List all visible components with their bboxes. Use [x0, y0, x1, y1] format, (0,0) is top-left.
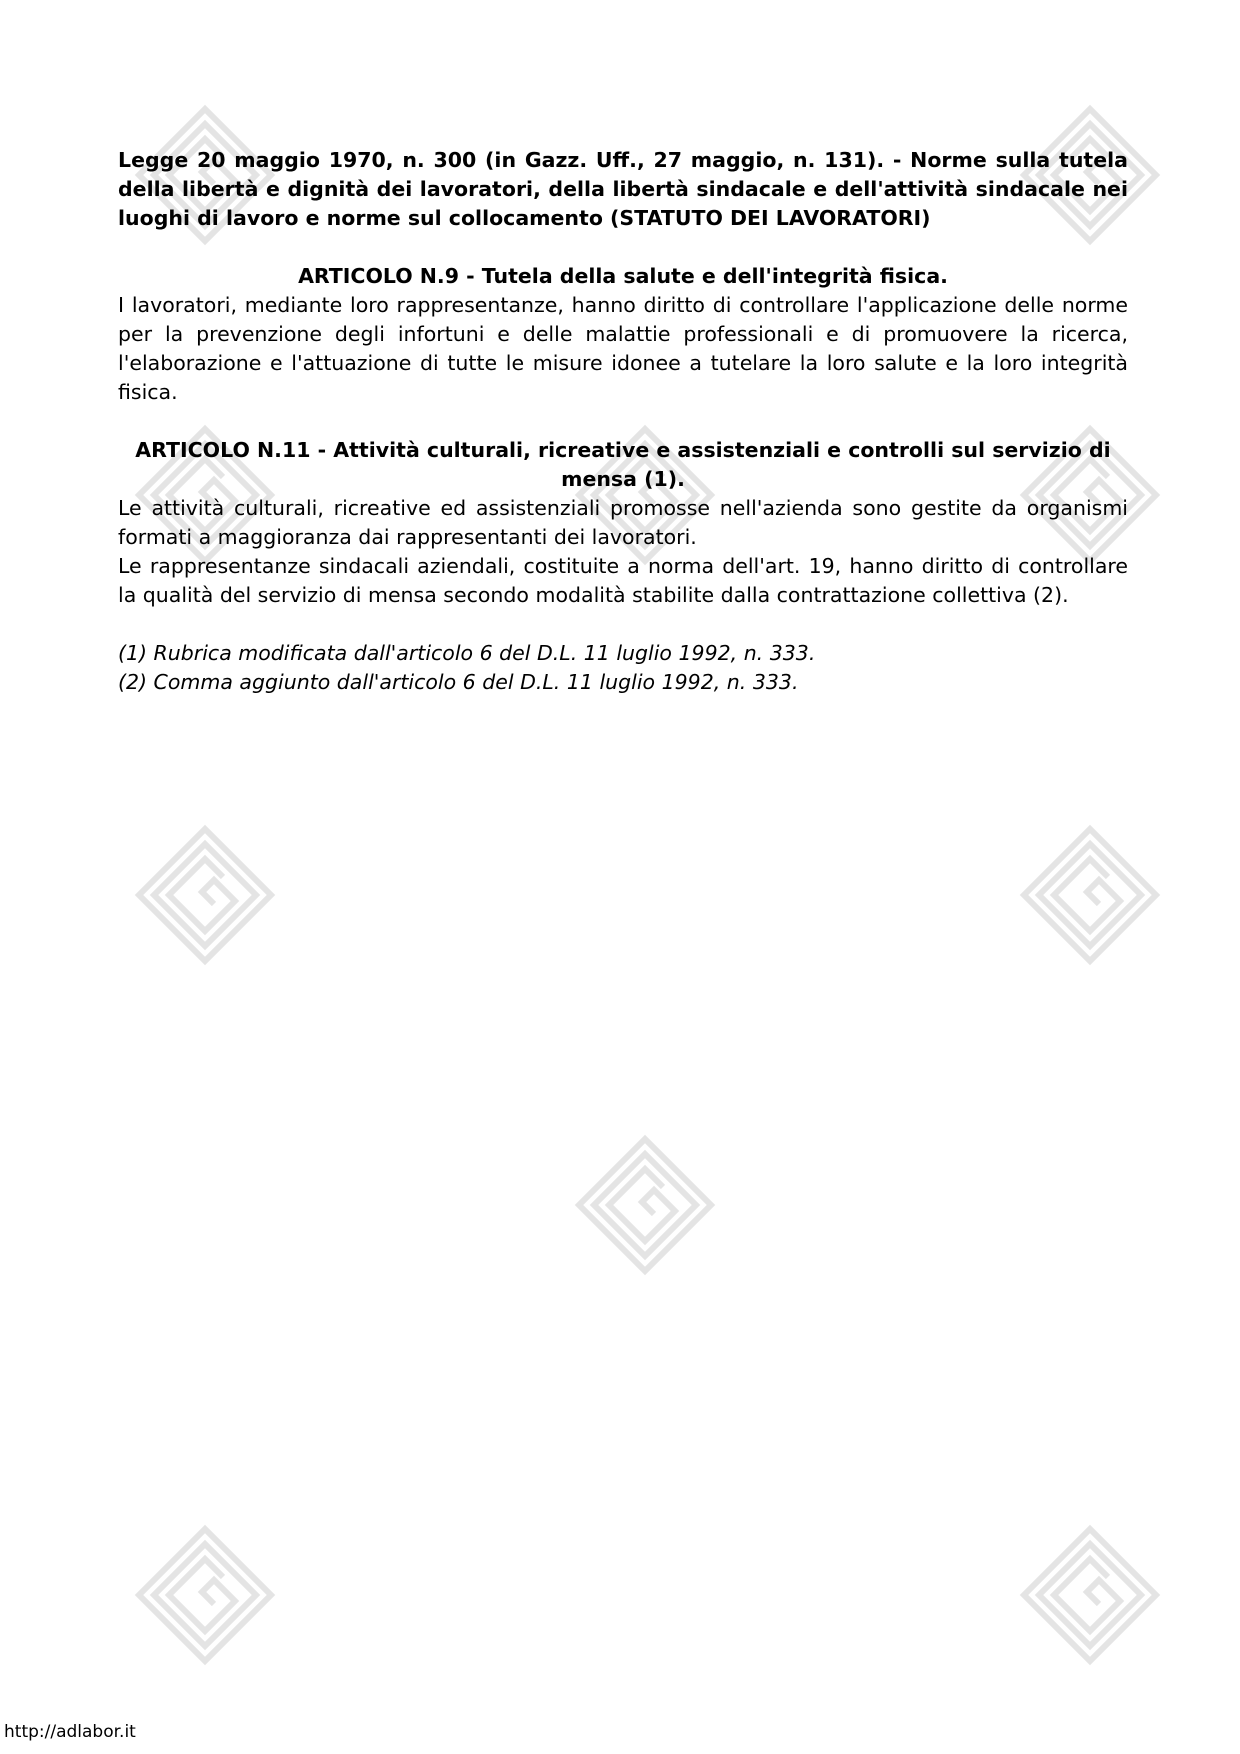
- footer-url: http://adlabor.it: [4, 1722, 136, 1742]
- spacer: [118, 610, 1128, 639]
- document-title: Legge 20 maggio 1970, n. 300 (in Gazz. Uff., 27 maggio, n. 131). - Norme sulla tutela della libertà e dignità dei lavoratori, della libertà sindacale e dell'attività sindacale nei luoghi di lavoro e norme sul collocamento (STATUTO DEI LAVORATORI): [118, 148, 1128, 230]
- article-heading: ARTICOLO N.11 - Attività culturali, ricreative e assistenziali e controlli sul servizio di mensa (1).: [135, 438, 1111, 491]
- footnote: (1) Rubrica modificata dall'articolo 6 del D.L. 11 luglio 1992, n. 333.: [118, 641, 816, 665]
- article-9: [118, 262, 1128, 407]
- article-11: [118, 436, 1128, 610]
- g-logo-watermark-icon: [1015, 1520, 1165, 1670]
- g-logo-watermark-icon: [130, 820, 280, 970]
- footnotes: [118, 639, 1128, 697]
- spacer: [118, 233, 1128, 262]
- article-paragraph: I lavoratori, mediante loro rappresentanze, hanno diritto di controllare l'applicazione delle norme per la prevenzione degli infortuni e delle malattie professionali e di promuovere la ricerca, l'elaborazione e l'attuazione di tutte le misure idonee a tutelare la loro salute e la loro integrità fisica.: [118, 293, 1128, 404]
- article-paragraph: Le rappresentanze sindacali aziendali, costituite a norma dell'art. 19, hanno diritto di controllare la qualità del servizio di mensa secondo modalità stabilite dalla contrattazione collettiva (2).: [118, 554, 1128, 607]
- g-logo-watermark-icon: [1015, 820, 1165, 970]
- spacer: [118, 407, 1128, 436]
- document-body: [118, 146, 1128, 697]
- g-logo-watermark-icon: [130, 1520, 280, 1670]
- g-logo-watermark-icon: [570, 1130, 720, 1280]
- footnote: (2) Comma aggiunto dall'articolo 6 del D.L. 11 luglio 1992, n. 333.: [118, 670, 799, 694]
- article-heading: ARTICOLO N.9 - Tutela della salute e dell'integrità fisica.: [298, 264, 948, 288]
- article-paragraph: Le attività culturali, ricreative ed assistenziali promosse nell'azienda sono gestite da organismi formati a maggioranza dai rappresentanti dei lavoratori.: [118, 496, 1128, 549]
